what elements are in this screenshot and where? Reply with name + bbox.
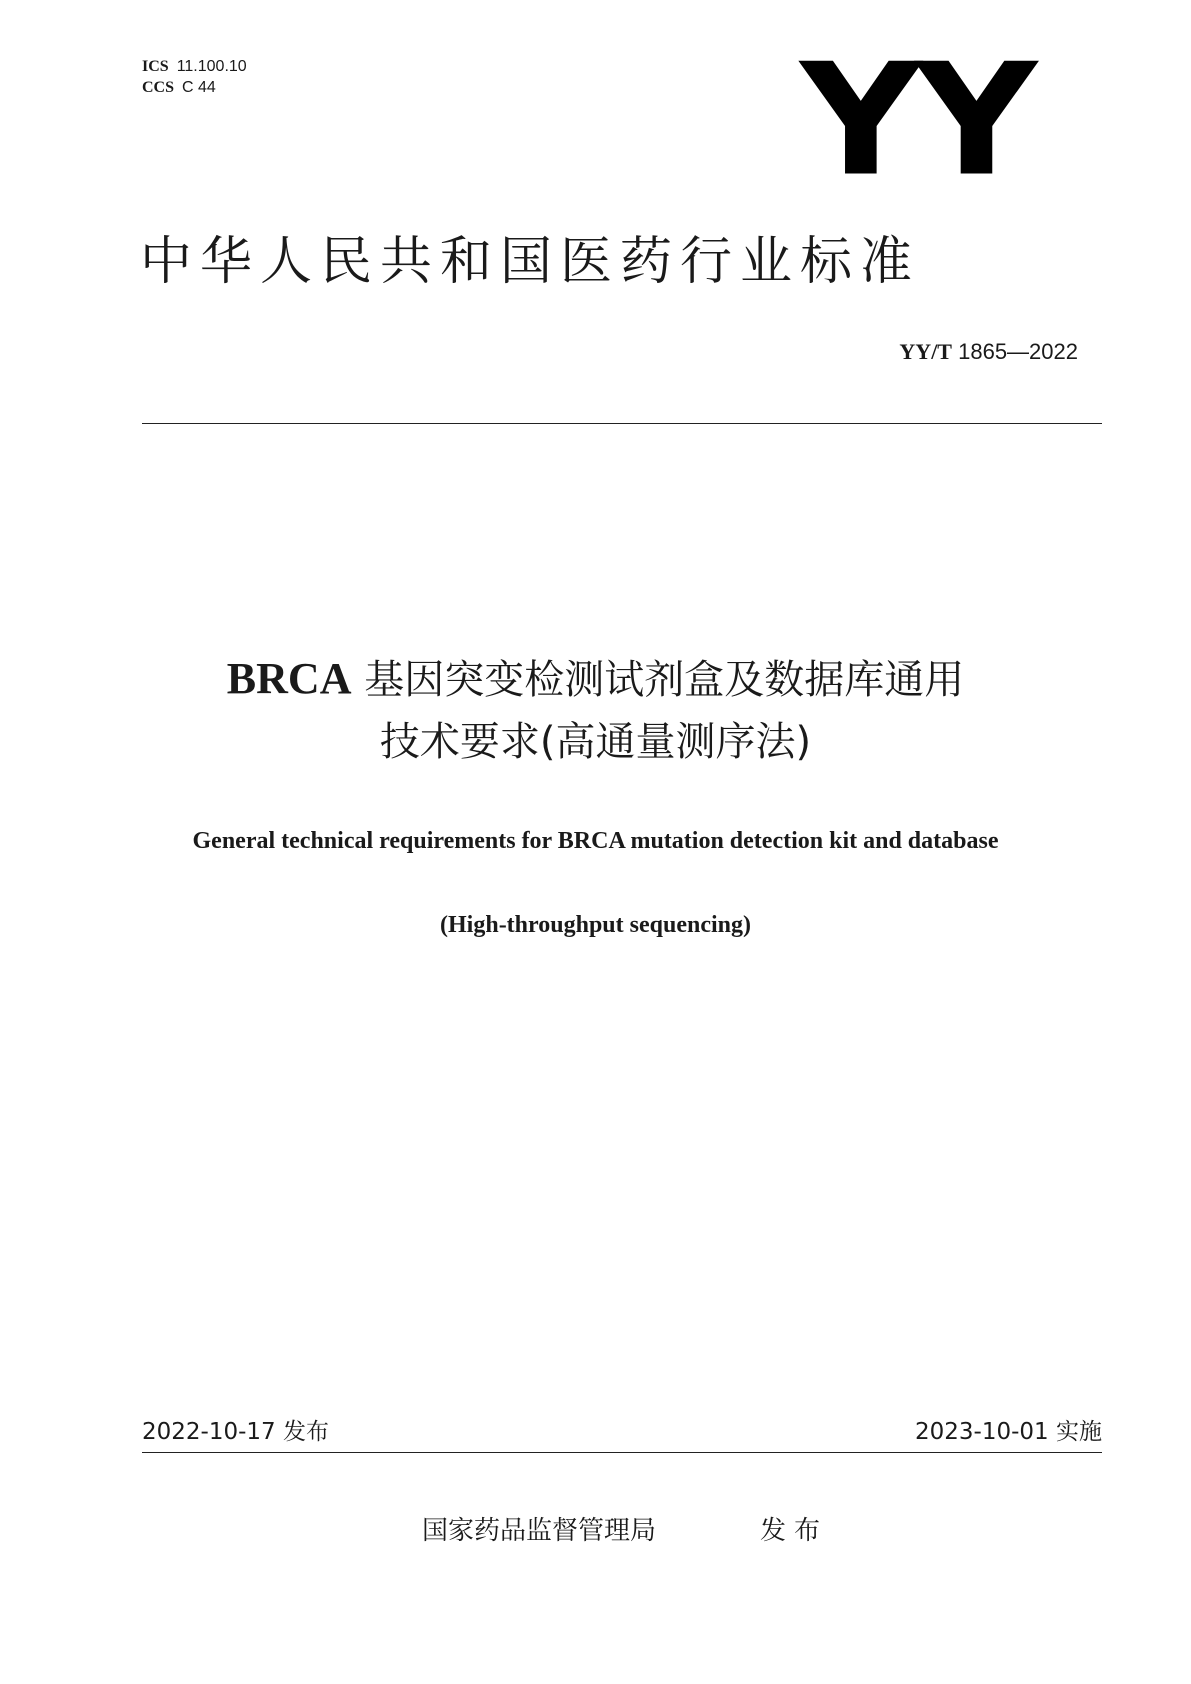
english-subtitle: (High-throughput sequencing) xyxy=(440,912,751,938)
chinese-title-latin: BRCA xyxy=(226,654,352,703)
ics-code xyxy=(142,56,247,77)
ics-value: 11.100.10 xyxy=(176,58,247,75)
classification-codes xyxy=(142,56,247,98)
chinese-title-line-2: 技术要求(高通量测序法) xyxy=(379,719,812,765)
ccs-label: CCS xyxy=(142,79,175,96)
standard-number-prefix: YY/T xyxy=(899,339,952,364)
publish-label: 发布 xyxy=(760,1516,829,1546)
standard-category-title: 中华人民共和国医药行业标准 xyxy=(140,232,921,292)
chinese-title-line-1 xyxy=(0,648,1191,711)
ccs-code xyxy=(142,77,247,98)
standard-number-value: 1865—2022 xyxy=(958,339,1078,364)
ccs-value: C 44 xyxy=(182,79,216,96)
standard-number xyxy=(899,338,1078,366)
yy-logo: YY xyxy=(800,29,1032,211)
english-title: General technical requirements for BRCA mutation detection kit and database xyxy=(192,828,999,854)
ics-label: ICS xyxy=(142,58,169,75)
implementation-date: 2023-10-01 实施 xyxy=(915,1419,1102,1445)
bottom-divider xyxy=(142,1452,1102,1453)
chinese-title-line-1-text: 基因突变检测试剂盒及数据库通用 xyxy=(351,657,965,703)
publisher-name: 国家药品监督管理局 xyxy=(422,1516,657,1546)
chinese-title xyxy=(0,648,1191,773)
issue-date: 2022-10-17 发布 xyxy=(142,1419,329,1445)
top-divider xyxy=(142,423,1102,424)
